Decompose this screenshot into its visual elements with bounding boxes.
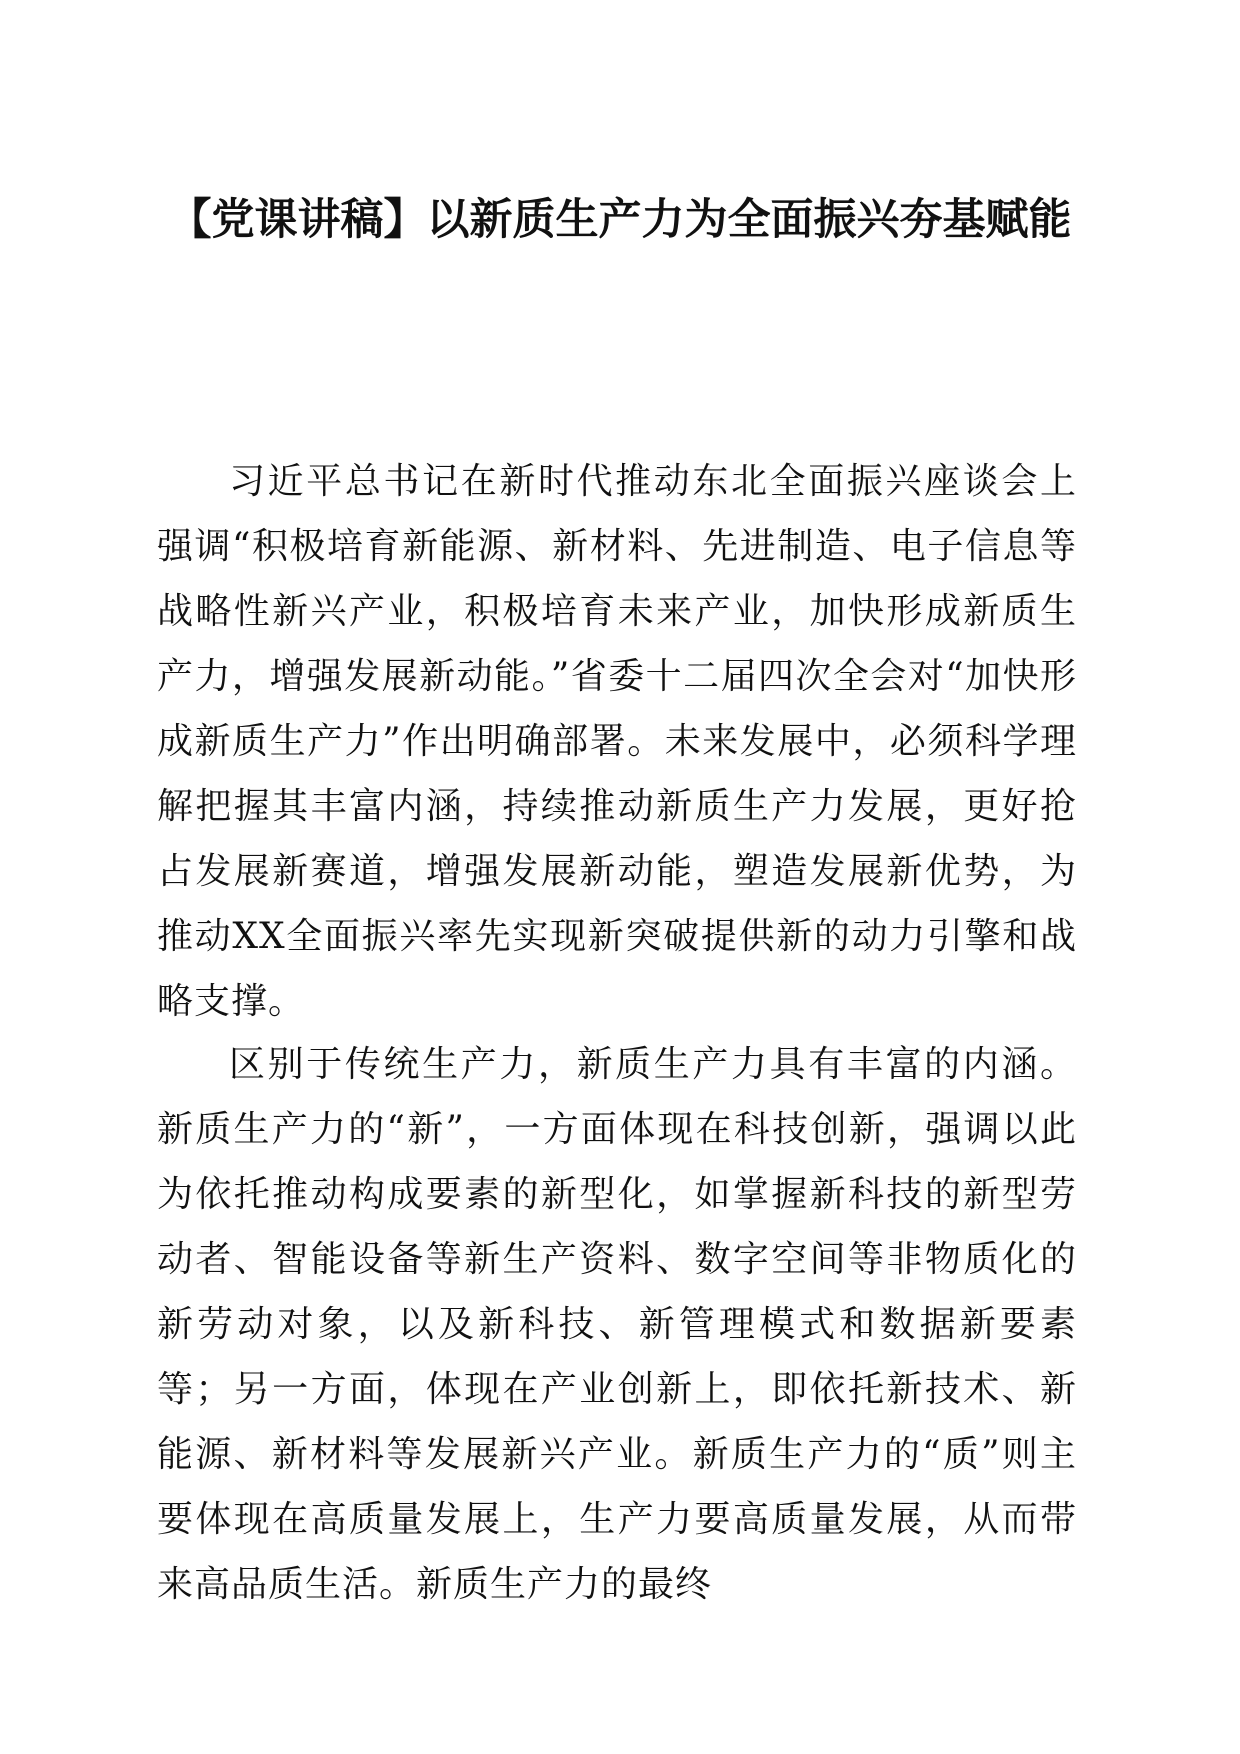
body-paragraph-1: 习近平总书记在新时代推动东北全面振兴座谈会上强调“积极培育新能源、新材料、先进制造、电子信息等战略性新兴产业，积极培育未来产业，加快形成新质生产力，增强发展新动能。”省委十二届四次全会对“加快形成新质生产力”作出明确部署。未来发展中，必须科学理解把握其丰富内涵，持续推动新质生产力发展，更好抢占发展新赛道，增强发展新动能，塑造发展新优势，为推动XX全面振兴率先实现新突破提供新的动力引擎和战略支撑。 [157, 461, 1077, 1022]
document-title: 【党课讲稿】以新质生产力为全面振兴夯基赋能 [168, 195, 1072, 245]
body-paragraph-2: 区别于传统生产力，新质生产力具有丰富的内涵。新质生产力的“新”，一方面体现在科技创新，强调以此为依托推动构成要素的新型化，如掌握新科技的新型劳动者、智能设备等新生产资料、数字空间等非物质化的新劳动对象，以及新科技、新管理模式和数据新要素等；另一方面，体现在产业创新上，即依托新技术、新能源、新材料等发展新兴产业。新质生产力的“质”则主要体现在高质量发展上，生产力要高质量发展，从而带来高品质生活。新质生产力的最终 [157, 1044, 1077, 1605]
